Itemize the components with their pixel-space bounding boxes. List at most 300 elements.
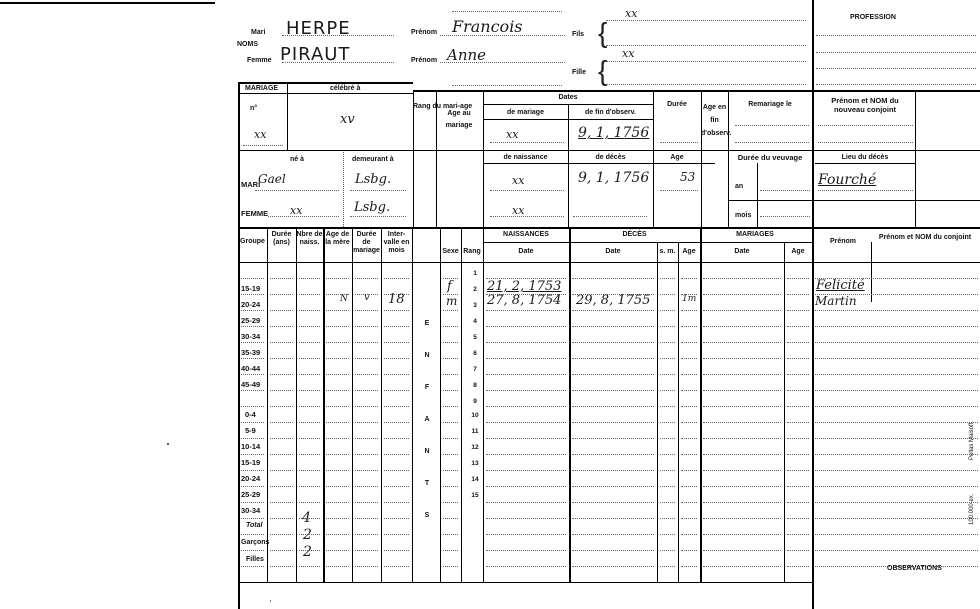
grid-line [299, 502, 320, 503]
grid-line [241, 390, 264, 391]
grid-line [572, 502, 654, 503]
garcons-label: Garçons [241, 539, 270, 546]
grid-line [660, 374, 675, 375]
grid-line [299, 534, 320, 535]
grid-line [241, 470, 264, 471]
grid-line [241, 566, 264, 567]
grid-line [787, 326, 809, 327]
grid-line [787, 294, 809, 295]
speck [270, 600, 271, 602]
grid-line [355, 358, 378, 359]
femme-nom: PIRAUT [280, 44, 351, 65]
group-row: 15-19 [241, 458, 261, 467]
grid-line [486, 422, 566, 423]
grid-line [787, 518, 809, 519]
grid-line [660, 406, 675, 407]
grid-line [787, 486, 809, 487]
grid-line [355, 438, 378, 439]
grid-line [299, 438, 320, 439]
grid-line [326, 390, 349, 391]
prenom-label-mari: Prénom [411, 29, 438, 36]
grid-line [815, 342, 978, 343]
grid-line [355, 406, 378, 407]
rang-number: 6 [473, 350, 477, 357]
grid-line [572, 486, 654, 487]
grid-line [326, 454, 349, 455]
grid-line [681, 438, 697, 439]
printer-text: Pellas Maisoff. [969, 421, 975, 460]
lieu-mariage: xv [340, 112, 355, 127]
date-fin-value: 9, 1, 1756 [578, 125, 650, 141]
no-value: xx [254, 128, 267, 141]
filles-label: Filles [246, 556, 264, 563]
grid-line [703, 374, 781, 375]
date-mariage-value: xx [506, 128, 519, 141]
grid-line [299, 550, 320, 551]
grid-line [787, 422, 809, 423]
grid-line [660, 390, 675, 391]
grid-line [681, 550, 697, 551]
group-row: 40-44 [241, 364, 261, 373]
grid-line [443, 422, 458, 423]
grid-line [299, 294, 320, 295]
age-mere-value: N [340, 294, 348, 304]
grid-line [355, 326, 378, 327]
grid-line [815, 390, 978, 391]
grid-line [703, 294, 781, 295]
nbre-naiss-label: Nbre de naiss. [296, 231, 323, 246]
grid-line [384, 518, 409, 519]
grid-line [681, 358, 697, 359]
grid-line [355, 390, 378, 391]
grid-line [815, 550, 978, 551]
grid-line [326, 358, 349, 359]
grid-line [703, 358, 781, 359]
grid-line [384, 550, 409, 551]
group-row: 5-9 [245, 426, 256, 435]
grid-line [703, 310, 781, 311]
group-row: 10-14 [241, 442, 261, 451]
grid-line [241, 326, 264, 327]
grid-line [486, 566, 566, 567]
grid-line [572, 358, 654, 359]
grid-line [384, 326, 409, 327]
grid-line [326, 438, 349, 439]
grid-line [270, 454, 293, 455]
intervalle-label: Inter-valle en mois [383, 231, 410, 254]
grid-line [572, 342, 654, 343]
grid-line [326, 342, 349, 343]
mari-deces-value: 9, 1, 1756 [578, 170, 650, 186]
grid-line [660, 326, 675, 327]
grid-line [443, 358, 458, 359]
grid-line [299, 422, 320, 423]
grid-line [270, 566, 293, 567]
grid-line [787, 438, 809, 439]
grid-line [355, 486, 378, 487]
grid-line [660, 358, 675, 359]
sexe-label: Sexe [442, 248, 459, 255]
age-mere-label: Age de la mère [325, 231, 350, 246]
grid-line [660, 470, 675, 471]
grid-line [572, 470, 654, 471]
grid-line [384, 502, 409, 503]
grid-line [572, 390, 654, 391]
group-row: 15-19 [241, 284, 261, 293]
group-row: 30-34 [241, 332, 261, 341]
grid-line [384, 358, 409, 359]
grid-line [443, 470, 458, 471]
mari-prenom: Francois [452, 17, 523, 36]
grid-line [572, 422, 654, 423]
enfants-letter-1: E [424, 320, 430, 327]
duree-label: Durée [667, 101, 687, 108]
grid-line [443, 438, 458, 439]
grid-line [486, 342, 566, 343]
age-fin-label: Age en fin d'observ. [701, 104, 732, 137]
grid-line [326, 470, 349, 471]
grid-line [703, 550, 781, 551]
fille-label: Fille [572, 69, 587, 76]
grid-line [299, 310, 320, 311]
grid-line [681, 374, 697, 375]
demeurant-label: demeurant à [352, 156, 394, 163]
grid-line [384, 438, 409, 439]
grid-line [815, 374, 978, 375]
duree-mariage-value: v [364, 292, 370, 303]
group-row: 20-24 [241, 300, 261, 309]
grid-line [815, 454, 978, 455]
grid-line [443, 310, 458, 311]
grid-line [443, 390, 458, 391]
prenom-label-femme: Prénom [411, 57, 438, 64]
grid-line [681, 390, 697, 391]
naissance-date-label: Date [518, 248, 534, 255]
rang-number: 1 [473, 270, 477, 277]
grid-line [384, 342, 409, 343]
fils-value: xx [625, 7, 638, 20]
grid-line [355, 566, 378, 567]
grid-line [681, 326, 697, 327]
grid-line [681, 502, 697, 503]
grid-line [815, 534, 978, 535]
mariage-date-label: Date [734, 248, 750, 255]
child2-prenom: Martin [815, 294, 857, 308]
grid-line [326, 486, 349, 487]
an-label: an [735, 183, 744, 190]
grid-line [299, 390, 320, 391]
grid-line [486, 310, 566, 311]
rang-label: Rang [463, 248, 481, 255]
grid-line [787, 374, 809, 375]
grid-line [326, 566, 349, 567]
mari-naissance-value: xx [512, 174, 525, 187]
mari-age-value: 53 [680, 170, 696, 184]
grid-line [241, 454, 264, 455]
grid-line [270, 422, 293, 423]
grid-line [384, 486, 409, 487]
grid-line [355, 342, 378, 343]
child1-prenom: Felicité [816, 278, 865, 293]
grid-line [815, 502, 978, 503]
fin-observ-label: de fin d'observ. [585, 109, 636, 116]
group-row: 45-49 [241, 380, 261, 389]
grid-line [443, 566, 458, 567]
grid-line [241, 438, 264, 439]
grid-line [326, 518, 349, 519]
grid-line [355, 454, 378, 455]
enfants-letter-6: T [424, 480, 430, 487]
rang-number: 8 [473, 382, 477, 389]
grid-line [443, 534, 458, 535]
grid-line [787, 470, 809, 471]
grid-line [703, 502, 781, 503]
grid-line [815, 310, 978, 311]
grid-line [572, 326, 654, 327]
grid-line [443, 454, 458, 455]
grid-line [270, 310, 293, 311]
grid-line [384, 406, 409, 407]
grid-line [270, 326, 293, 327]
fille-brace: { [598, 55, 608, 86]
femme-row-label: FEMME [241, 209, 269, 218]
grid-line [815, 470, 978, 471]
grid-line [241, 294, 264, 295]
rang-number: 10 [471, 412, 479, 419]
mariage-label: MARIAGE [245, 85, 279, 92]
deces-header-label: DÉCÈS [622, 231, 647, 238]
grid-line [270, 278, 293, 279]
noms-label: NOMS [237, 41, 258, 48]
grid-line [572, 438, 654, 439]
rang-number: 5 [473, 334, 477, 341]
grid-line [486, 406, 566, 407]
grid-line [703, 438, 781, 439]
deces-age-label: Age [682, 248, 696, 255]
grid-line [326, 534, 349, 535]
child1-naissance: 21, 2, 1753 [487, 279, 562, 294]
grid-line [660, 550, 675, 551]
child2-age: 1m [682, 294, 697, 304]
grid-line [299, 358, 320, 359]
grid-line [270, 390, 293, 391]
grid-line [443, 406, 458, 407]
group-row: 25-29 [241, 316, 261, 325]
grid-line [572, 566, 654, 567]
total-value: 4 [302, 510, 311, 526]
grid-line [443, 518, 458, 519]
deces-date-label: Date [605, 248, 621, 255]
groupe-label: Groupe [240, 238, 265, 245]
grid-line [703, 422, 781, 423]
grid-line [443, 550, 458, 551]
grid-line [384, 422, 409, 423]
grid-line [326, 502, 349, 503]
child2-sexe: m [446, 294, 458, 308]
grid-line [681, 534, 697, 535]
grid-line [787, 406, 809, 407]
mariages-label: MARIAGES [736, 231, 774, 238]
femme-prenom: Anne [447, 46, 487, 64]
grid-line [703, 566, 781, 567]
grid-line [660, 534, 675, 535]
grid-line [681, 342, 697, 343]
age-mariage-label: Age au mariage [445, 110, 473, 129]
mari-demeurant-value: Lsbg. [355, 172, 392, 187]
fils-brace: { [598, 17, 608, 48]
grid-line [681, 518, 697, 519]
grid-line [241, 534, 264, 535]
nouveau-conjoint-label: Prénom et NOM du nouveau conjoint [831, 96, 899, 114]
grid-line [241, 278, 264, 279]
rang-number: 11 [471, 428, 479, 435]
grid-line [299, 342, 320, 343]
dates-label: Dates [558, 94, 578, 101]
remariage-label: Remariage le [748, 101, 792, 108]
grid-line [572, 374, 654, 375]
grid-line [299, 470, 320, 471]
rang-number: 2 [473, 286, 477, 293]
grid-line [660, 294, 675, 295]
filles-value: 2 [303, 544, 312, 560]
grid-line [486, 486, 566, 487]
grid-line [486, 454, 566, 455]
grid-line [486, 550, 566, 551]
grid-line [486, 534, 566, 535]
enfants-letter-2: N [424, 352, 430, 359]
femme-ne-value: xx [290, 204, 303, 217]
grid-line [660, 486, 675, 487]
grid-line [270, 406, 293, 407]
grid-line [384, 534, 409, 535]
grid-line [299, 566, 320, 567]
grid-line [326, 406, 349, 407]
duree-ans-label: Durée (ans) [271, 231, 292, 246]
grid-line [241, 374, 264, 375]
grid-line [270, 502, 293, 503]
lieu-deces-value: Fourché [818, 172, 877, 188]
celebre-label: célébré à [330, 85, 361, 92]
grid-line [486, 438, 566, 439]
grid-line [486, 358, 566, 359]
grid-line [681, 566, 697, 567]
profession-label: PROFESSION [850, 14, 896, 21]
grid-line [443, 502, 458, 503]
grid-line [384, 454, 409, 455]
grid-line [299, 486, 320, 487]
grid-line [270, 294, 293, 295]
grid-line [326, 310, 349, 311]
grid-line [681, 310, 697, 311]
grid-line [270, 438, 293, 439]
grid-line [572, 534, 654, 535]
mari-nom: HERPE [286, 18, 351, 39]
grid-line [681, 406, 697, 407]
grid-line [299, 406, 320, 407]
rang-number: 14 [471, 476, 479, 483]
grid-line [384, 390, 409, 391]
grid-line [703, 518, 781, 519]
grid-line [815, 422, 978, 423]
grid-line [681, 422, 697, 423]
grid-line [270, 342, 293, 343]
grid-line [270, 486, 293, 487]
mari-ne-value: Gael [258, 172, 286, 186]
grid-line [355, 502, 378, 503]
grid-line [660, 310, 675, 311]
grid-line [241, 406, 264, 407]
femme-label: Femme [247, 57, 272, 64]
grid-line [299, 454, 320, 455]
speck [167, 443, 169, 445]
grid-line [355, 278, 378, 279]
grid-line [815, 326, 978, 327]
grid-line [815, 406, 978, 407]
group-row: 35-39 [241, 348, 261, 357]
grid-line [660, 502, 675, 503]
top-rule [0, 2, 215, 4]
grid-line [326, 326, 349, 327]
grid-line [384, 566, 409, 567]
enfants-letter-4: A [424, 416, 430, 423]
grid-line [443, 326, 458, 327]
naissances-label: NAISSANCES [503, 231, 549, 238]
grid-line [787, 390, 809, 391]
grid-line [270, 518, 293, 519]
rang-number: 7 [473, 366, 477, 373]
grid-line [660, 566, 675, 567]
grid-line [787, 550, 809, 551]
grid-line [241, 422, 264, 423]
grid-line [299, 518, 320, 519]
grid-line [572, 310, 654, 311]
grid-line [355, 310, 378, 311]
child2-naissance: 27, 8, 1754 [487, 293, 562, 308]
grid-line [355, 518, 378, 519]
group-row: 20-24 [241, 474, 261, 483]
grid-line [681, 470, 697, 471]
grid-line [703, 390, 781, 391]
grid-line [703, 486, 781, 487]
grid-line [486, 390, 566, 391]
grid-line [787, 566, 809, 567]
no-label: n° [250, 105, 258, 112]
enfants-letter-5: N [424, 448, 430, 455]
grid-line [326, 550, 349, 551]
grid-line [787, 310, 809, 311]
naissance-label: de naissance [503, 154, 548, 161]
observations-label: OBSERVATIONS [887, 565, 942, 572]
grid-line [572, 406, 654, 407]
rang-number: 12 [471, 444, 479, 451]
grid-line [815, 438, 978, 439]
rang-mariage-label: Rang du mari-age [413, 103, 473, 110]
grid-line [660, 454, 675, 455]
prenom-enfant-label: Prénom [829, 238, 857, 245]
mois-label: mois [735, 212, 752, 219]
femme-demeurant-value: Lsbg. [354, 200, 391, 215]
fille-value: xx [622, 47, 635, 60]
mari-label: Mari [251, 29, 266, 36]
grid-line [815, 358, 978, 359]
grid-line [681, 454, 697, 455]
garcons-value: 2 [303, 527, 312, 543]
grid-line [241, 550, 264, 551]
grid-line [384, 310, 409, 311]
grid-line [787, 358, 809, 359]
deces-label: de décès [595, 154, 626, 161]
grid-line [384, 374, 409, 375]
